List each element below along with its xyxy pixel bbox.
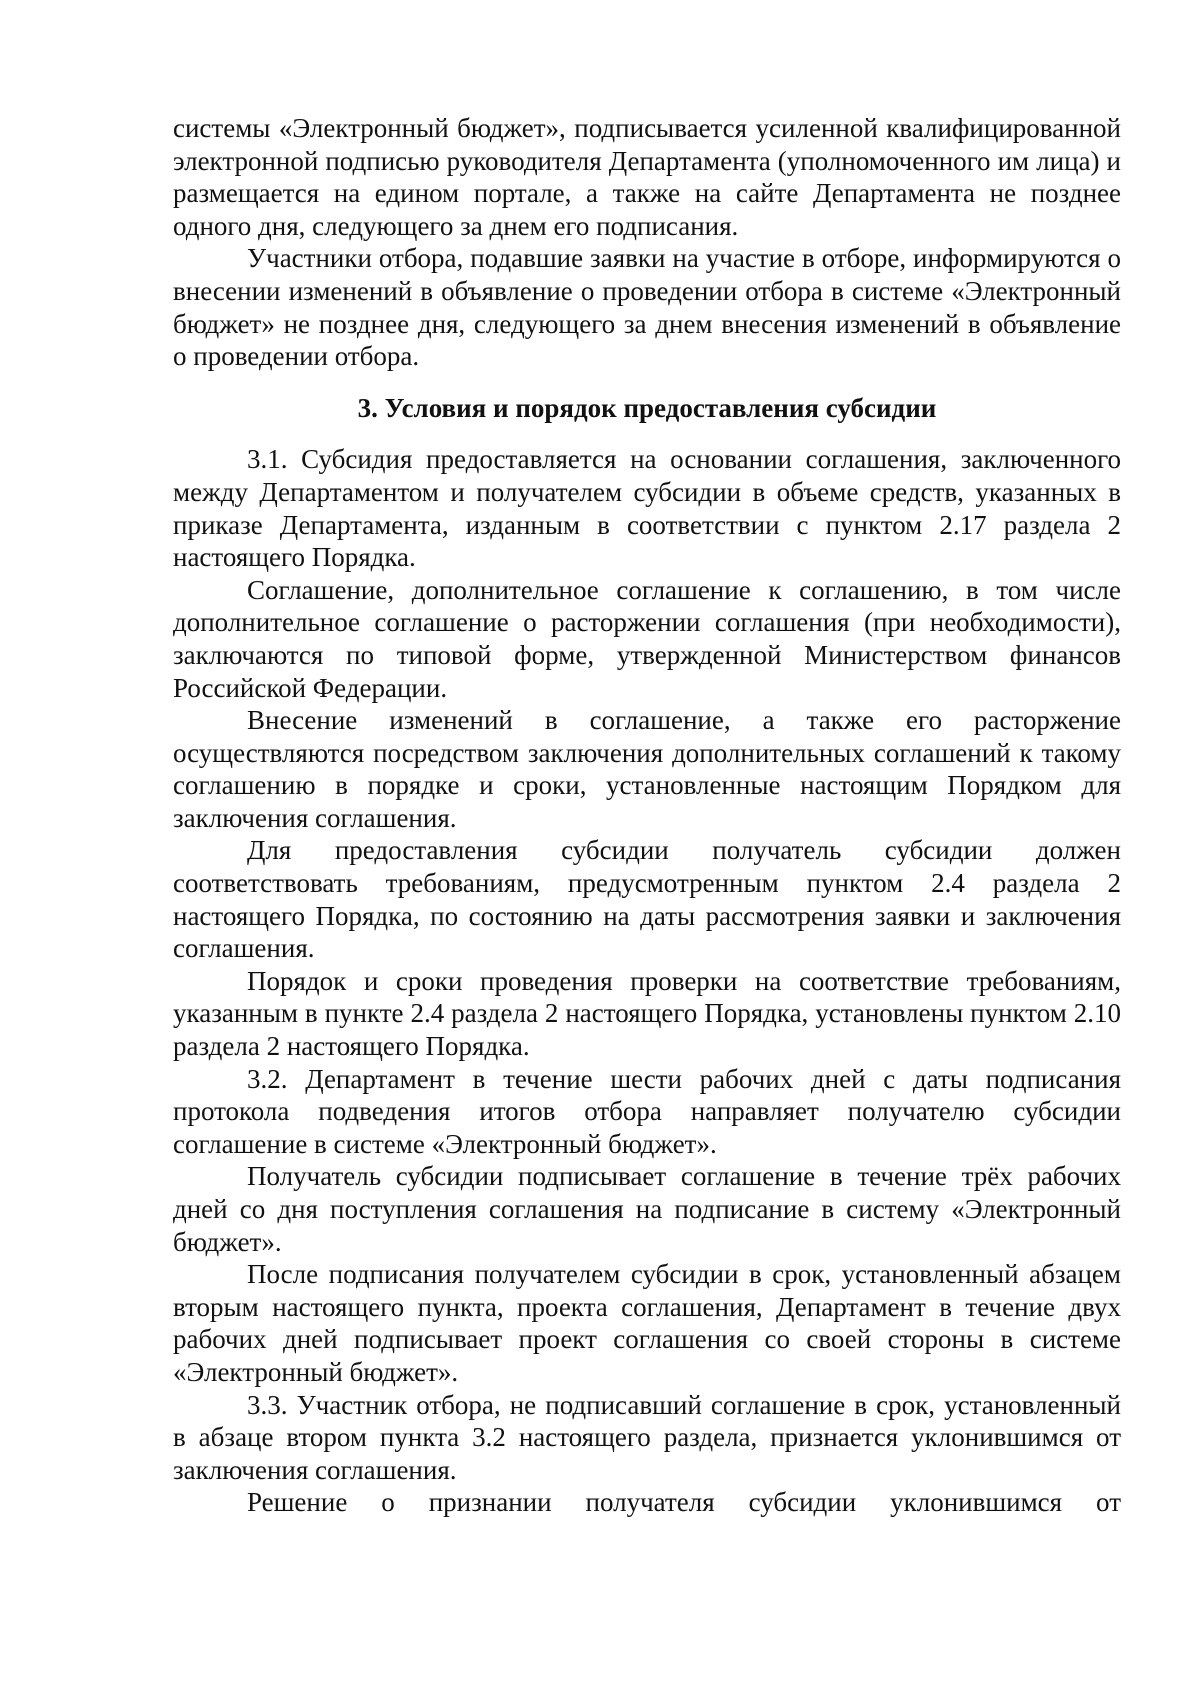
paragraph: 3.1. Субсидия предоставляется на основании соглашения, заключенного между Департаментом и получателем субсидии в объеме средств, указанных в приказе Департамента, изданным в соответствии с пунктом 2.17 раздела 2 настоящего Порядка. <box>173 444 1121 573</box>
paragraph: 3.2. Департамент в течение шести рабочих дней с даты подписания протокола подведения итогов отбора направляет получателю субсидии соглашение в системе «Электронный бюджет». <box>173 1063 1121 1159</box>
paragraph: системы «Электронный бюджет», подписывается усиленной квалифицированной электронной подписью руководителя Департамента (уполномоченного им лица) и размещается на едином портале, а также на сайте Департамента не позднее одного дня, следующего за днем его подписания. <box>173 113 1121 241</box>
section-heading: 3. Условия и порядок предоставления субсидии <box>357 392 937 423</box>
paragraph: Решение о признании получателя субсидии уклонившимся от <box>247 1487 1121 1518</box>
paragraph: Внесение изменений в соглашение, а также его расторжение осуществляются посредством заключения дополнительных соглашений к такому соглашению в порядке и сроки, установленные настоящим Порядком для заключения соглашения. <box>173 705 1121 833</box>
paragraph: Порядок и сроки проведения проверки на соответствие требованиям, указанным в пункте 2.4 раздела 2 настоящего Порядка, установлены пунктом 2.10 раздела 2 настоящего Порядка. <box>173 965 1121 1062</box>
paragraph: Получатель субсидии подписывает соглашение в течение трёх рабочих дней со дня поступления соглашения на подписание в систему «Электронный бюджет». <box>173 1161 1121 1257</box>
paragraph: После подписания получателем субсидии в срок, установленный абзацем вторым настоящего пункта, проекта соглашения, Департамент в течение двух рабочих дней подписывает проект соглашения со своей стороны в системе «Электронный бюджет». <box>173 1259 1121 1387</box>
paragraph: Соглашение, дополнительное соглашение к соглашению, в том числе дополнительное соглашение о расторжении соглашения (при необходимости), заключаются по типовой форме, утвержденной Министерством финансов Российской Федерации. <box>173 574 1121 703</box>
document-body <box>173 112 1121 1519</box>
paragraph: Для предоставления субсидии получатель субсидии должен соответствовать требованиям, предусмотренным пунктом 2.4 раздела 2 настоящего Порядка, по состоянию на даты рассмотрения заявки и заключения соглашения. <box>173 835 1121 964</box>
paragraph: 3.3. Участник отбора, не подписавший соглашение в срок, установленный в абзаце втором пункта 3.2 настоящего раздела, признается уклонившимся от заключения соглашения. <box>173 1389 1121 1485</box>
paragraph: Участники отбора, подавшие заявки на участие в отборе, информируются о внесении изменений в объявление о проведении отбора в системе «Электронный бюджет» не позднее дня, следующего за днем внесения изменений в объявление о проведении отбора. <box>173 243 1121 372</box>
